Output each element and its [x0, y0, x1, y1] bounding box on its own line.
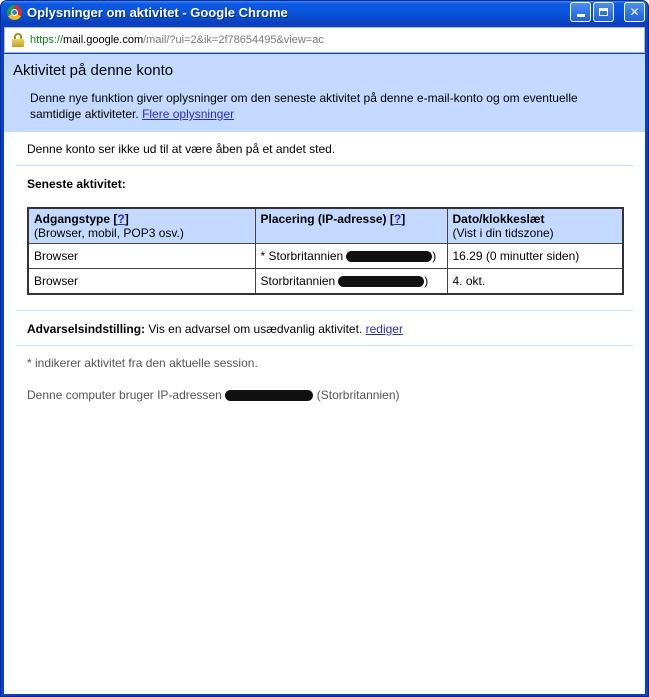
ip-info-suffix: (Storbritannien) — [316, 388, 400, 402]
recent-activity-label: Seneste aktivitet: — [27, 177, 126, 191]
column-header-access-type — [28, 208, 255, 244]
title-bar[interactable] — [1, 1, 648, 23]
url-scheme: https:// — [30, 34, 64, 46]
help-bracket: [ — [389, 212, 394, 226]
alert-setting — [27, 322, 403, 336]
column-header-location — [255, 208, 447, 244]
column-title: Dato/klokkeslæt — [452, 212, 545, 226]
close-button[interactable] — [624, 2, 645, 22]
ip-info — [27, 388, 400, 402]
close-icon: ✕ — [629, 5, 640, 19]
location-text: Storbritannien — [260, 274, 336, 288]
table-row — [28, 269, 623, 294]
access-type-cell: Browser — [28, 244, 255, 269]
url-text[interactable] — [30, 34, 324, 46]
minimize-icon — [577, 14, 585, 17]
datetime-cell: 4. okt. — [447, 269, 623, 294]
help-bracket: [ — [113, 212, 118, 226]
maximize-icon — [599, 8, 608, 16]
column-header-datetime — [447, 208, 623, 244]
help-bracket: ] — [401, 212, 406, 226]
url-host: mail.google.com — [63, 34, 144, 46]
ip-info-prefix: Denne computer bruger IP-adressen — [27, 388, 222, 402]
location-cell — [255, 244, 447, 269]
location-text: * Storbritannien — [260, 249, 344, 263]
footnote: * indikerer aktivitet fra den aktuelle session. — [27, 356, 258, 370]
chrome-icon — [7, 5, 22, 20]
location-cell — [255, 269, 447, 294]
page-content — [4, 54, 645, 694]
redacted-ip — [346, 251, 432, 262]
table-row — [28, 244, 623, 269]
column-subtitle: (Browser, mobil, POP3 osv.) — [34, 226, 184, 240]
maximize-button[interactable] — [593, 2, 614, 22]
location-suffix: ) — [424, 274, 429, 288]
datetime-cell: 16.29 (0 minutter siden) — [447, 244, 623, 269]
description-text: Denne nye funktion giver oplysninger om den seneste aktivitet på denne e-mail-konto og om eventuelle samtidige aktiviteter. — [30, 91, 578, 121]
lock-icon — [12, 33, 24, 47]
page-title: Aktivitet på denne konto — [13, 62, 174, 79]
session-notice: Denne konto ser ikke ud til at være åben på et andet sted. — [27, 142, 336, 156]
location-suffix: ) — [432, 249, 437, 263]
minimize-button[interactable] — [570, 2, 591, 22]
edit-alert-link[interactable]: rediger — [365, 322, 403, 336]
help-link-location[interactable]: ? — [393, 212, 402, 226]
activity-table — [27, 207, 624, 295]
url-path: /mail/?ui=2&ik=2f78654495&view=ac — [143, 34, 324, 46]
alert-setting-label: Advarselsindstilling: — [27, 322, 146, 336]
redacted-ip — [225, 390, 313, 401]
divider — [16, 165, 633, 166]
column-title: Placering (IP-adresse) — [260, 212, 387, 226]
header-panel — [4, 54, 645, 132]
divider — [16, 310, 633, 311]
window-controls — [570, 2, 645, 22]
more-info-link[interactable]: Flere oplysninger — [142, 107, 235, 121]
divider — [16, 345, 633, 346]
address-bar[interactable] — [4, 27, 645, 53]
redacted-ip — [338, 276, 424, 287]
header-description — [30, 90, 630, 122]
column-title: Adgangstype — [34, 212, 111, 226]
help-bracket: ] — [124, 212, 129, 226]
access-type-cell: Browser — [28, 269, 255, 294]
column-subtitle: (Vist i din tidszone) — [452, 226, 554, 240]
window-title: Oplysninger om aktivitet - Google Chrome — [27, 4, 288, 20]
alert-setting-text: Vis en advarsel om usædvanlig aktivitet. — [148, 322, 363, 336]
help-link-access-type[interactable]: ? — [117, 212, 125, 226]
table-header-row — [28, 208, 623, 244]
